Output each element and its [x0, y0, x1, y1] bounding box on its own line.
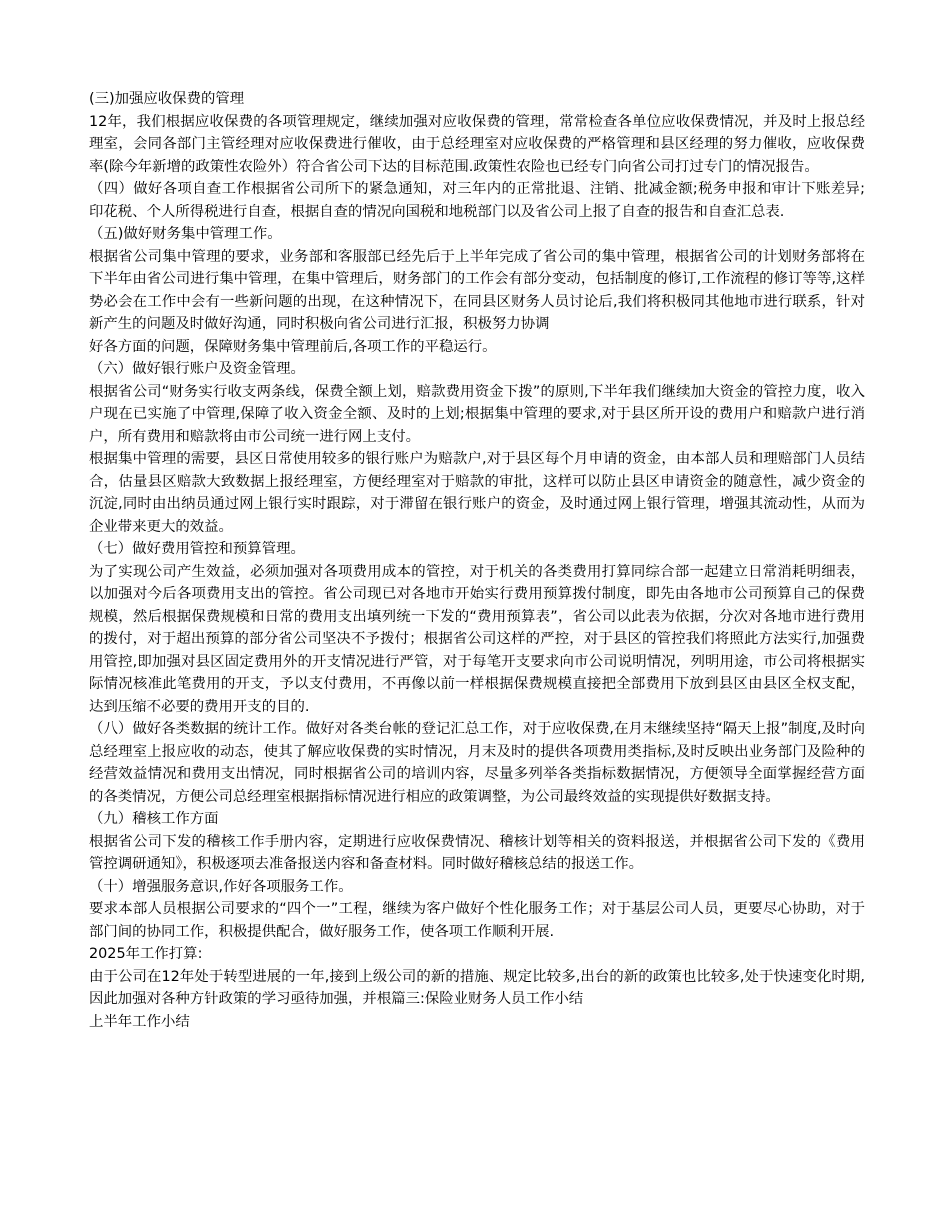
section-heading-9: （九）稽核工作方面	[89, 811, 219, 827]
document-page	[89, 88, 865, 1033]
paragraph-statistics: （八）做好各类数据的统计工作。做好对各类台帐的登记汇总工作，对于应收保费,在月末继续坚持“隔天上报”制度,及时向总经理室上报应收的动态，使其了解应收保费的实时情况，月末及时的提供各项费用类指标,及时反映出业务部门及险种的经营效益情况和费用支出情况，同时根据省公司的培训内容，尽量多列举各类指标数据情况，方便领导全面掌握经营方面的各类情况，方便公司总经理室根据指标情况进行相应的政策调整，为公司最终效益的实现提供好数据支持。	[89, 721, 865, 805]
paragraph-funds: 根据集中管理的需要，县区日常使用较多的银行账户为赔款户,对于县区每个月申请的资金，由本部人员和理赔部门人员结合，估量县区赔款大致数据上报经理室，方便经理室对于赔款的审批，这样可以防止县区申请资金的随意性，减少资金的沉淀,同时由出纳员通过网上银行实时跟踪，对于滞留在银行账户的资金，及时通过网上银行管理，增强其流动性，从而为企业带来更大的效益。	[89, 451, 865, 535]
summary-heading: 上半年工作小结	[89, 1013, 190, 1030]
paragraph-service: 要求本部人员根据公司要求的“四个一”工程，继续为客户做好个性化服务工作；对于基层公司人员，更要尽心协助，对于部门间的协同工作，积极提供配合，做好服务工作，使各项工作顺利开展.	[89, 901, 865, 940]
section-heading-6: （六）做好银行账户及资金管理。	[89, 361, 305, 377]
section-heading-7: （七）做好费用管控和预算管理。	[89, 541, 305, 557]
paragraph-budget: 为了实现公司产生效益，必须加强对各项费用成本的管控，对于机关的各类费用打算同综合部一起建立日常消耗明细表，以加强对今后各项费用支出的管控。省公司现已对各地市开始实行费用预算拨付制度，即先由各地市公司预算自己的保费规模，然后根据保费规模和日常的费用支出填列统一下发的“费用预算表”，省公司以此表为依据，分次对各地市进行费用的拨付，对于超出预算的部分省公司坚决不予拨付；根据省公司这样的严控，对于县区的管控我们将照此方法实行,加强费用管控,即加强对县区固定费用外的开支情况进行严管，对于每笔开支要求向市公司说明情况，列明用途，市公司将根据实际情况核准此笔费用的开支，予以支付费用，不再像以前一样根据保费规模直接把全部费用下放到县区由县区全权支配，达到压缩不必要的费用开支的目的.	[89, 563, 865, 715]
paragraph-audit: 根据省公司下发的稽核工作手册内容，定期进行应收保费情况、稽核计划等相关的资料报送，并根据省公司下发的《费用管控调研通知》，积极逐项去准备报送内容和备查材料。同时做好稽核总结的报送工作。	[89, 833, 865, 872]
paragraph-work-plan: 由于公司在12年处于转型进展的一年,接到上级公司的新的措施、规定比较多,出台的新的政策也比较多,处于快速变化时期,因此加强对各种方针政策的学习亟待加强，并根篇三:保险业财务人员工作小结	[89, 968, 865, 1007]
section-heading-3: (三)加强应收保费的管理	[89, 91, 245, 107]
paragraph-self-inspection: （四）做好各项自查工作根据省公司所下的紧急通知，对三年内的正常批退、注销、批减金额;税务申报和审计下账差异; 印花税、个人所得税进行自查，根据自查的情况向国税和地税部门以及省公司上报了自查的报告和自查汇总表.	[89, 181, 865, 220]
section-heading-10: （十）增强服务意识,作好各项服务工作。	[89, 878, 353, 895]
section-heading-5: （五)做好财务集中管理工作。	[89, 226, 282, 242]
paragraph-centralized-management: 根据省公司集中管理的要求，业务部和客服部已经先后于上半年完成了省公司的集中管理，根据省公司的计划财务部将在下半年由省公司进行集中管理，在集中管理后，财务部门的工作会有部分变动，包括制度的修订,工作流程的修订等等,这样势必会在工作中会有一些新问题的出现，在这种情况下，在同县区财务人员讨论后,我们将积极同其他地市进行联系，针对新产生的问题及时做好沟通，同时积极向省公司进行汇报，积极努力协调	[89, 248, 865, 332]
paragraph-bank-accounts: 根据省公司“财务实行收支两条线，保费全额上划，赔款费用资金下拨”的原则,下半年我们继续加大资金的管控力度，收入户现在已实施了中管理,保障了收入资金全额、及时的上划;根据集中管理的要求,对于县区所开设的费用户和赔款户进行消户，所有费用和赔款将由市公司统一进行网上支付。	[89, 383, 865, 445]
paragraph-receivables: 12年，我们根据应收保费的各项管理规定，继续加强对应收保费的管理，常常检查各单位应收保费情况，并及时上报总经理室，会同各部门主管经理对应收保费进行催收，由于总经理室对应收保费的严格管理和县区经理的努力催收，应收保费率(除今年新增的政策性农险外）符合省公司下达的目标范围.政策性农险也已经专门向省公司打过专门的情况报告。	[89, 113, 865, 175]
work-plan-heading: 2025年工作打算:	[89, 946, 203, 962]
paragraph-centralized-management-cont: 好各方面的问题，保障财务集中管理前后,各项工作的平稳运行。	[89, 338, 497, 355]
